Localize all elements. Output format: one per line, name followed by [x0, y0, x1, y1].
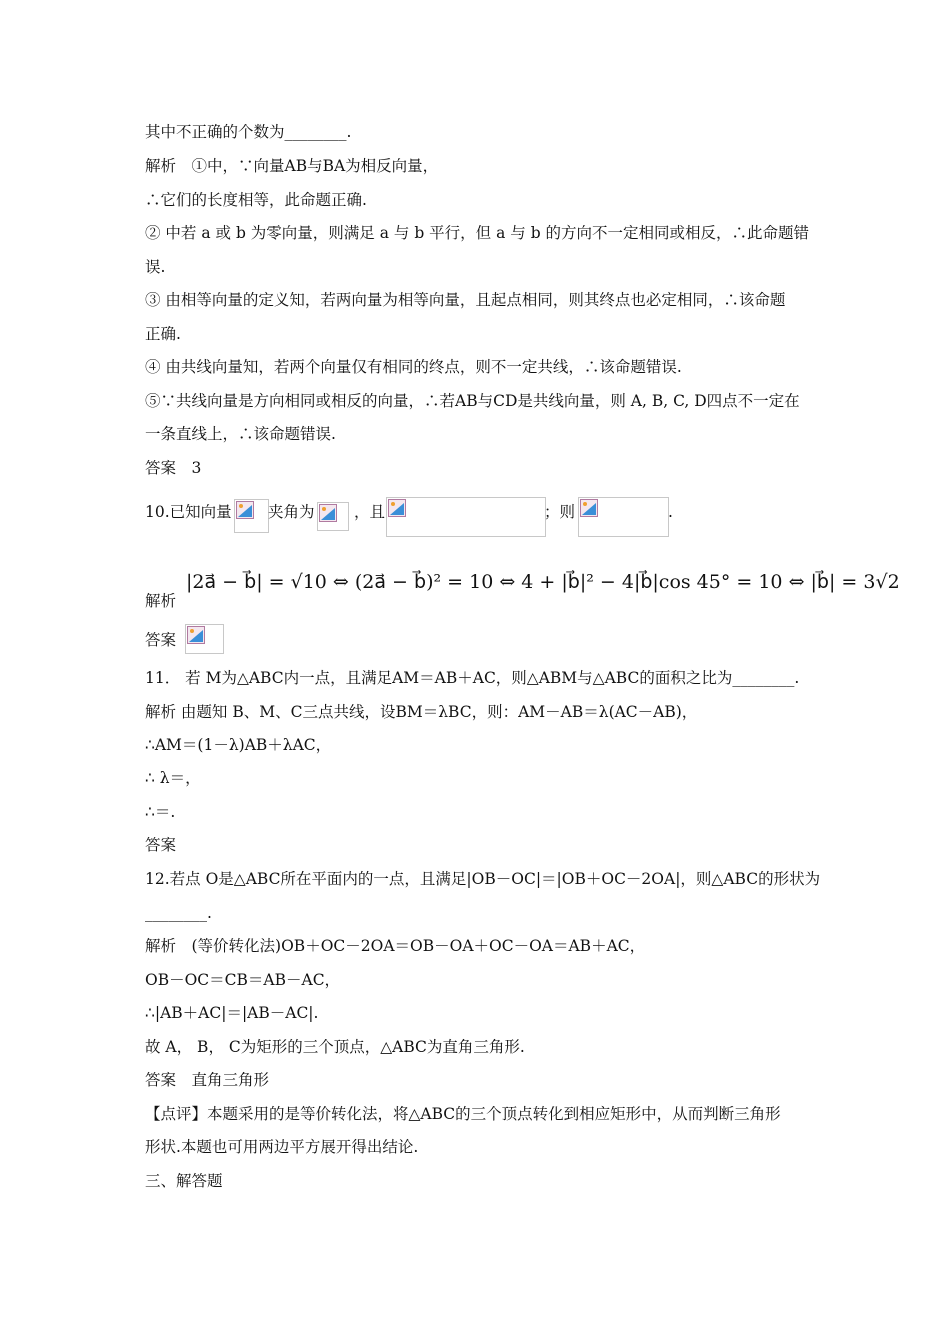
broken-image-icon	[185, 624, 224, 654]
analysis-label: 解析	[145, 592, 177, 610]
analysis-formula: |2a⃗ − b⃗| = √10 ⇔ (2a⃗ − b⃗)² = 10 ⇔ 4 + |b⃗|² − 4|b⃗|cos 45° = 10 ⇔ |b⃗| = 3√2	[186, 571, 900, 593]
text-line: ∴它们的长度相等，此命题正确.	[145, 191, 367, 209]
answer-label: 答案	[145, 631, 177, 649]
text-line: OB－OC＝CB＝AB－AC，	[145, 971, 341, 989]
broken-image-icon	[234, 499, 269, 533]
text-line: 解析 (等价转化法)OB＋OC－2OA＝OB－OA＋OC－OA＝AB＋AC，	[145, 937, 646, 955]
text-line: 解析 ①中，∵向量AB与BA为相反向量，	[145, 157, 439, 175]
text-line: 误.	[145, 258, 166, 276]
text-line: 其中不正确的个数为________.	[145, 123, 352, 141]
text-line: ∴AM＝(1－λ)AB＋λAC，	[145, 736, 332, 754]
text-line: 解析 由题知 B、M、C三点共线，设BM＝λBC，则：AM－AB＝λ(AC－AB)，	[145, 703, 698, 721]
broken-image-icon	[317, 502, 349, 531]
text-line: 【点评】本题采用的是等价转化法，将△ABC的三个顶点转化到相应矩形中，从而判断三角形	[145, 1105, 781, 1123]
text-line: 11． 若 M为△ABC内一点，且满足AM＝AB＋AC，则△ABM与△ABC的面积之比为________.	[145, 669, 800, 687]
text-line: ② 中若 a 或 b 为零向量，则满足 a 与 b 平行，但 a 与 b 的方向不一定相同或相反，∴此命题错	[145, 224, 810, 242]
q10-end: .	[668, 503, 673, 521]
text-line: 12.若点 O是△ABC所在平面内的一点，且满足|OB－OC|＝|OB＋OC－2OA|，则△ABC的形状为	[145, 870, 821, 888]
text-line: ④ 由共线向量知，若两个向量仅有相同的终点，则不一定共线，∴该命题错误.	[145, 358, 682, 376]
broken-image-icon	[578, 497, 669, 537]
text-line: 正确.	[145, 325, 181, 343]
text-line: ________.	[145, 904, 212, 922]
q10-mid2: ，且	[354, 503, 386, 521]
q10-mid3: ；则	[544, 503, 576, 521]
text-line: 一条直线上，∴该命题错误.	[145, 425, 336, 443]
text-line: ③ 由相等向量的定义知，若两向量为相等向量，且起点相同，则其终点也必定相同，∴该命题	[145, 291, 786, 309]
q10-prefix: 10.已知向量	[145, 503, 232, 521]
text-line: ∴|AB＋AC|＝|AB－AC|.	[145, 1004, 319, 1022]
q10-mid1: 夹角为	[268, 503, 315, 521]
text-line: 故 A， B， C为矩形的三个顶点，△ABC为直角三角形.	[145, 1038, 525, 1056]
text-line: ⑤∵共线向量是方向相同或相反的向量，∴若AB与CD是共线向量，则 A, B, C, D四点不一定在	[145, 392, 800, 410]
answer-line: 答案 直角三角形	[145, 1071, 270, 1089]
text-line: ∴ λ＝，	[145, 769, 201, 787]
answer-line: 答案	[145, 836, 177, 854]
broken-image-icon	[386, 497, 546, 537]
text-line: 形状.本题也可用两边平方展开得出结论.	[145, 1138, 419, 1156]
answer-line: 答案 3	[145, 459, 202, 477]
text-line: ∴＝.	[145, 803, 176, 821]
section-heading: 三、解答题	[145, 1172, 223, 1190]
